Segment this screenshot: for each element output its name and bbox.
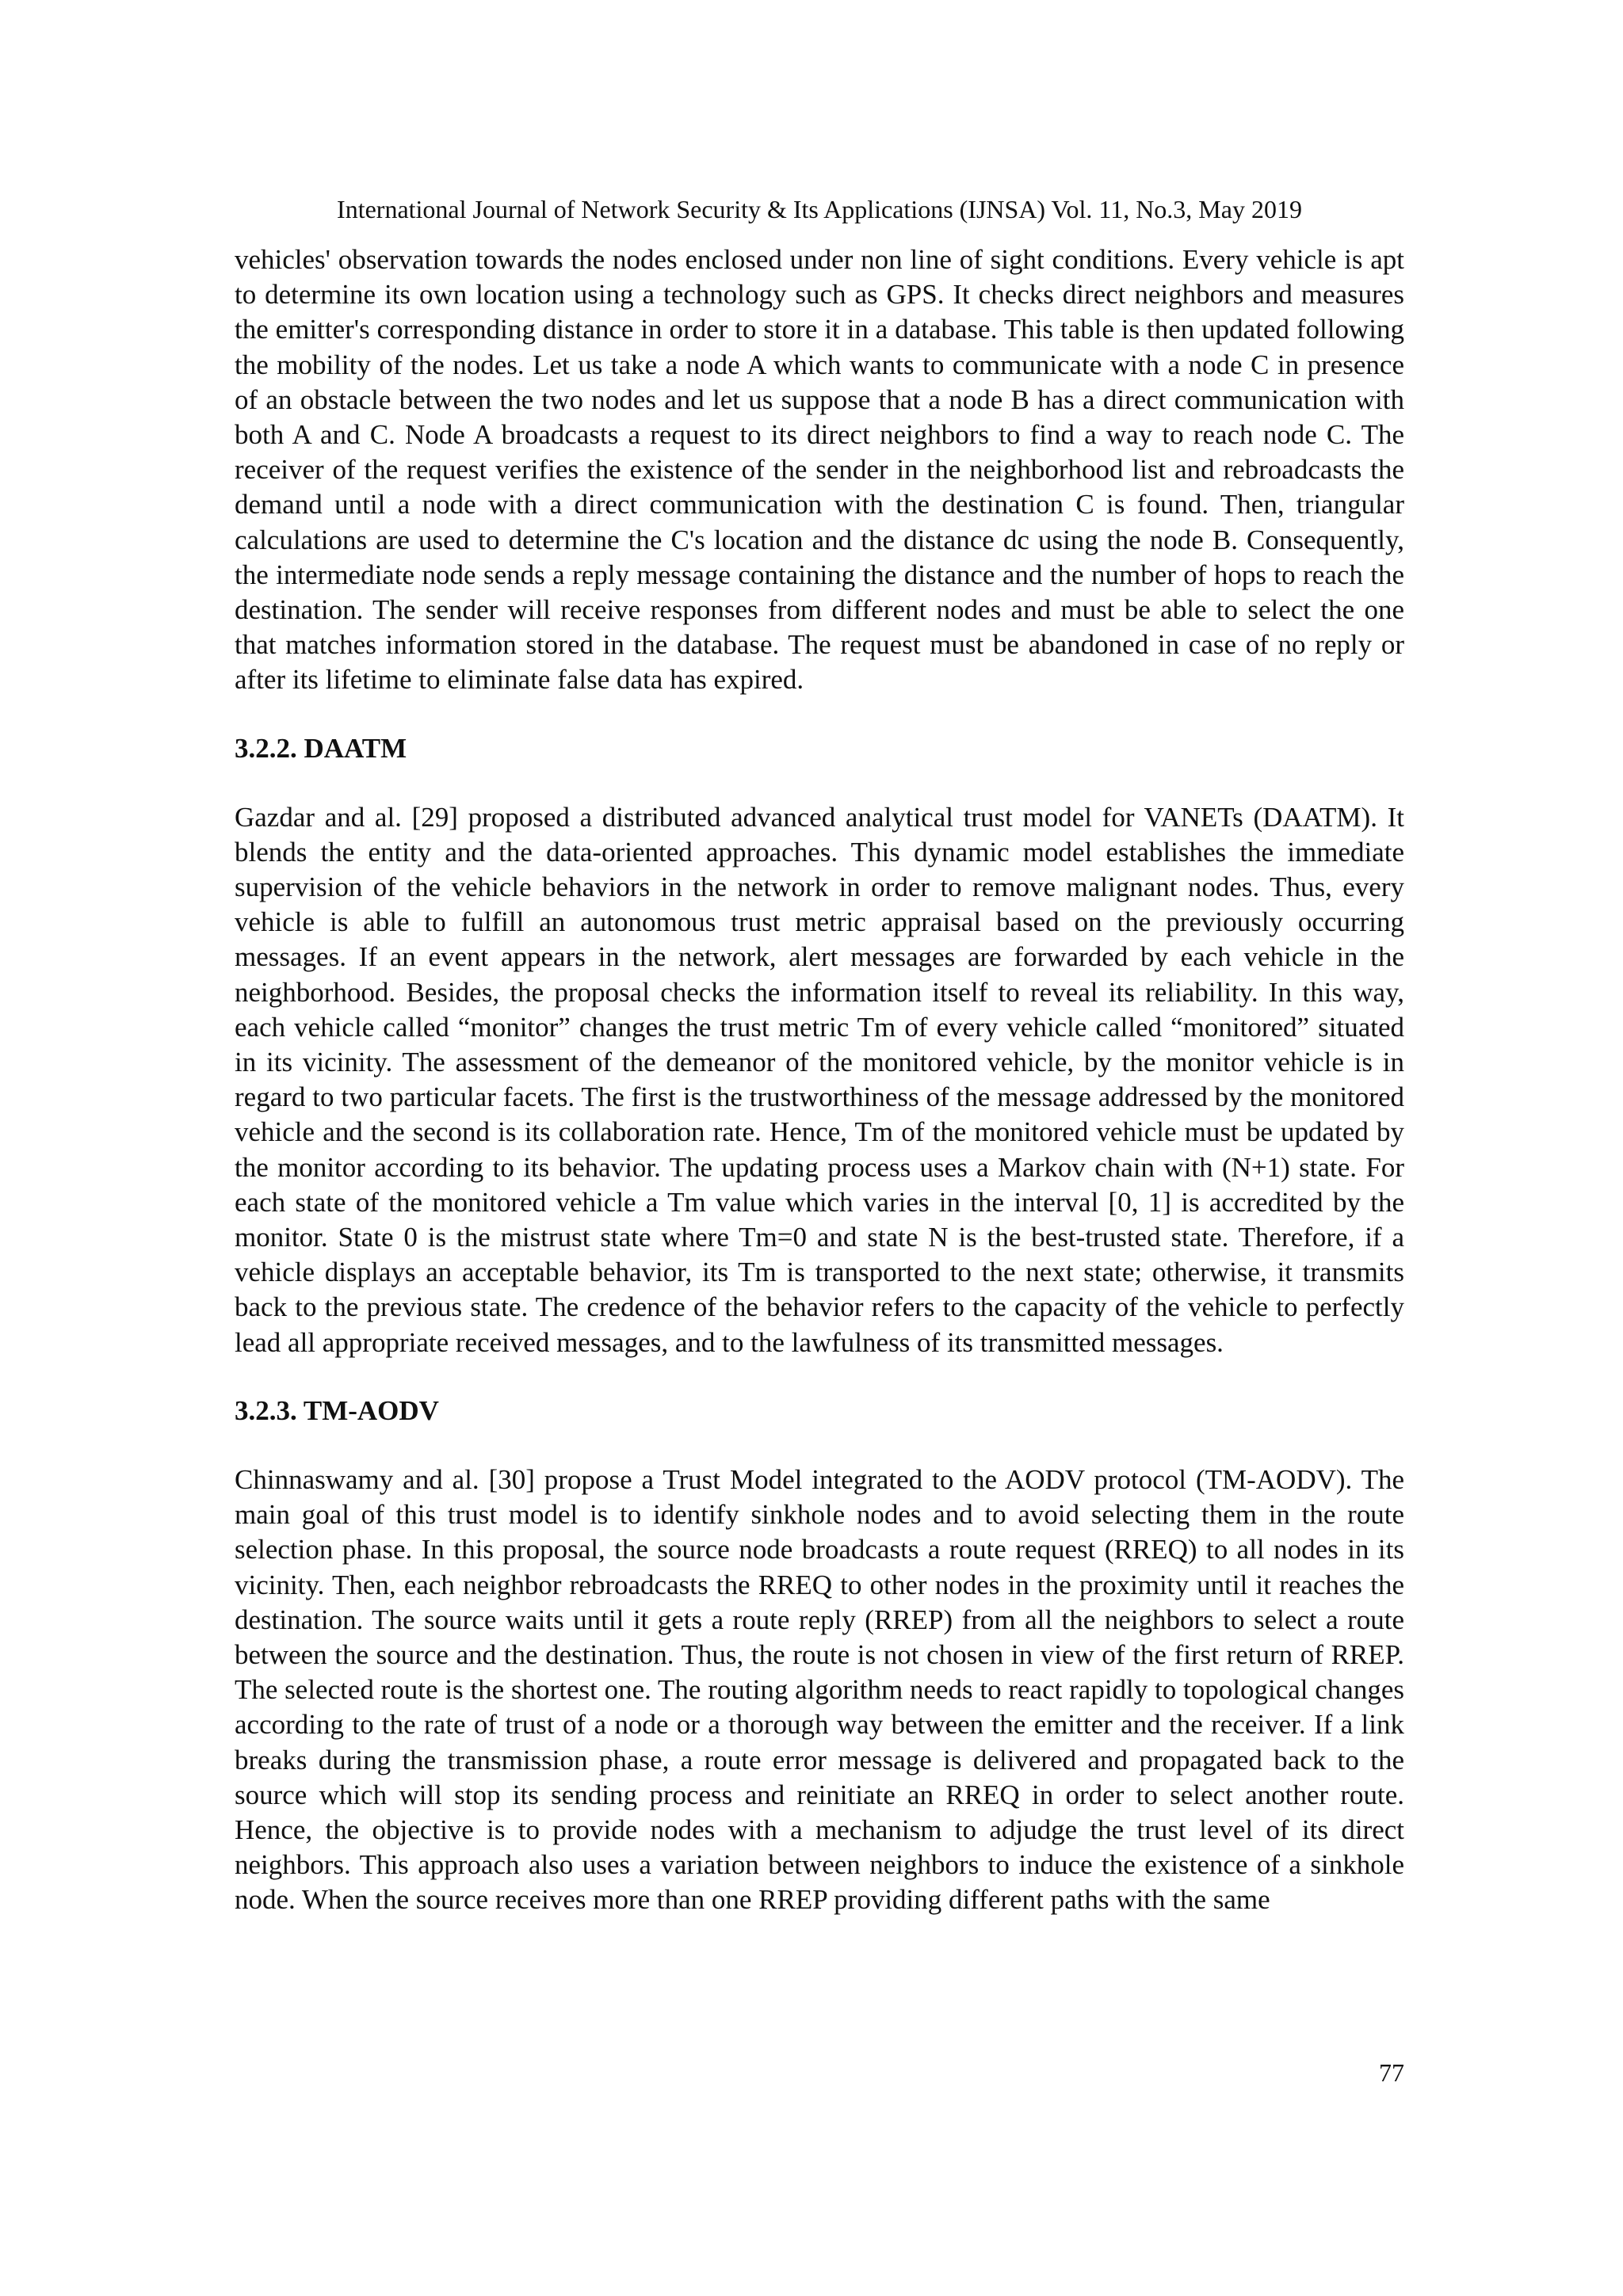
section-heading-daatm: 3.2.2. DAATM: [235, 732, 407, 764]
spacer: [235, 698, 1404, 731]
paragraph-daatm: Gazdar and al. [29] proposed a distributed advanced analytical trust model for VANETs (DAATM). It blends the entity and the data-oriented approaches. This dynamic model establishes the immediate supervision of the vehicle behaviors in the network in order to remove malignant nodes. Thus, every vehicle is able to fulfill an autonomous trust metric appraisal based on the previously occurring messages. If an event appears in the network, alert messages are forwarded by each vehicle in the neighborhood. Besides, the proposal checks the information itself to reveal its reliability. In this way, each vehicle called “monitor” changes the trust metric Tm of every vehicle called “monitored” situated in its vicinity. The assessment of the demeanor of the monitored vehicle, by the monitor vehicle is in regard to two particular facets. The first is the trustworthiness of the message addressed by the monitored vehicle and the second is its collaboration rate. Hence, Tm of the monitored vehicle must be updated by the monitor according to its behavior. The updating process uses a Markov chain with (N+1) state. For each state of the monitored vehicle a Tm value which varies in the interval [0, 1] is accredited by the monitor. State 0 is the mistrust state where Tm=0 and state N is the best-trusted state. Therefore, if a vehicle displays an acceptable behavior, its Tm is transported to the next state; otherwise, it transmits back to the previous state. The credence of the behavior refers to the capacity of the vehicle to perfectly lead all appropriate received messages, and to the lawfulness of its transmitted messages.: [235, 801, 1404, 1358]
page-number: 77: [1379, 2058, 1404, 2087]
spacer: [235, 1428, 1404, 1463]
spacer: [235, 766, 1404, 800]
section-heading-tm-aodv: 3.2.3. TM-AODV: [235, 1394, 439, 1426]
body-text: [235, 242, 1404, 1918]
paragraph-intro-continued: vehicles' observation towards the nodes enclosed under non line of sight conditions. Every vehicle is apt to determine its own location using a technology such as GPS. It checks direct neighbors and measures the emitter's corresponding distance in order to store it in a database. This table is then updated following the mobility of the nodes. Let us take a node A which wants to communicate with a node C in presence of an obstacle between the two nodes and let us suppose that a node B has a direct communication with both A and C. Node A broadcasts a request to its direct neighbors to find a way to reach node C. The receiver of the request verifies the existence of the sender in the neighborhood list and rebroadcasts the demand until a node with a direct communication with the destination C is found. Then, triangular calculations are used to determine the C's location and the distance dc using the node B. Consequently, the intermediate node sends a reply message containing the distance and the number of hops to reach the destination. The sender will receive responses from different nodes and must be able to select the one that matches information stored in the database. The request must be abandoned in case of no reply or after its lifetime to eliminate false data has expired.: [235, 244, 1404, 696]
spacer: [235, 1360, 1404, 1394]
paragraph-tm-aodv: Chinnaswamy and al. [30] propose a Trust Model integrated to the AODV protocol (TM-AODV). The main goal of this trust model is to identify sinkhole nodes and to avoid selecting them in the route selection phase. In this proposal, the source node broadcasts a route request (RREQ) to all nodes in its vicinity. Then, each neighbor rebroadcasts the RREQ to other nodes in the proximity until it reaches the destination. The source waits until it gets a route reply (RREP) from all the neighbors to select a route between the source and the destination. Thus, the route is not chosen in view of the first return of RREP. The selected route is the shortest one. The routing algorithm needs to react rapidly to topological changes according to the rate of trust of a node or a thorough way between the emitter and the receiver. If a link breaks during the transmission phase, a route error message is delivered and propagated back to the source which will stop its sending process and reinitiate an RREQ in order to select another route. Hence, the objective is to provide nodes with a mechanism to adjudge the trust level of its direct neighbors. This approach also uses a variation between neighbors to induce the existence of a sinkhole node. When the source receives more than one RREP providing different paths with the same: [235, 1463, 1404, 1916]
running-header: International Journal of Network Security & Its Applications (IJNSA) Vol. 11, No.3, May 2019: [337, 195, 1302, 223]
